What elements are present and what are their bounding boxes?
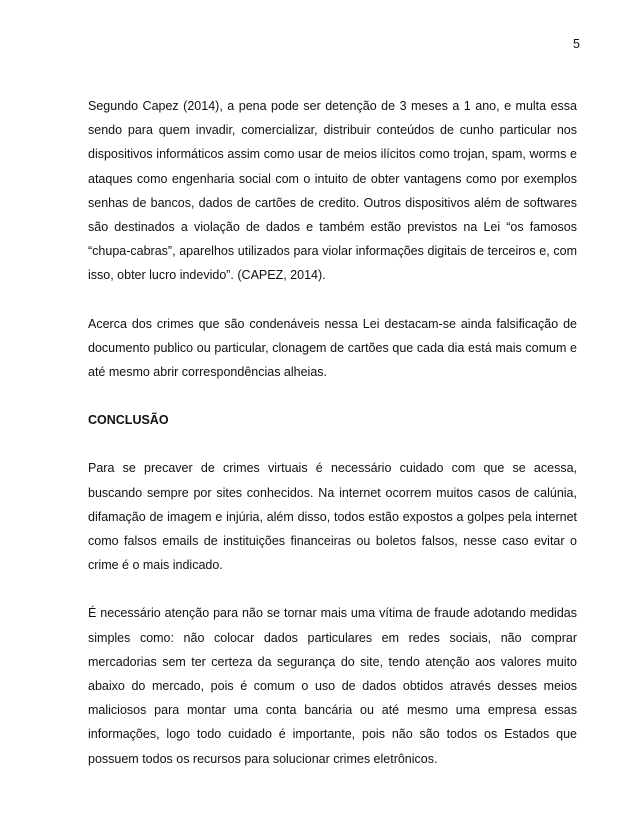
page-content — [88, 94, 577, 771]
section-heading-conclusao: CONCLUSÃO — [88, 413, 169, 428]
page-number: 5 — [573, 37, 580, 51]
conclusion-paragraph-precaver: Para se precaver de crimes virtuais é necessário cuidado com que se acessa, buscando sempre por sites conhecidos. Na internet ocorrem muitos casos de calúnia, difamação de imagem e injúria, além disso, todos estão expostos a golpes pela internet como falsos emails de instituições financeiras ou boletos falsos, nesse caso evitar o crime é o mais indicado. — [88, 461, 577, 573]
body-paragraph-capez: Segundo Capez (2014), a pena pode ser detenção de 3 meses a 1 ano, e multa essa sendo para quem invadir, comercializar, distribuir conteúdos de cunho particular nos dispositivos informáticos assim como usar de meios ilícitos como trojan, spam, worms e ataques como engenharia social com o intuito de obter vantagens como por exemplos senhas de bancos, dados de cartões de credito. Outros dispositivos além de softwares são destinados a violação de dados e também estão previstos na Lei “os famosos “chupa-cabras”, aparelhos utilizados para violar informações digitais de terceiros e, com isso, obter lucro indevido”. (CAPEZ, 2014). — [88, 99, 577, 283]
conclusion-paragraph-atencao: É necessário atenção para não se tornar mais uma vítima de fraude adotando medidas simples como: não colocar dados particulares em redes sociais, não comprar mercadorias sem ter certeza da segurança do site, tendo atenção aos valores muito abaixo do mercado, pois é comum o uso de dados obtidos através desses meios maliciosos para montar uma conta bancária ou até mesmo uma empresa essas informações, logo todo cuidado é importante, pois não são todos os Estados que possuem todos os recursos para solucionar crimes eletrônicos. — [88, 606, 577, 766]
body-paragraph-crimes: Acerca dos crimes que são condenáveis nessa Lei destacam-se ainda falsificação de documento publico ou particular, clonagem de cartões que cada dia está mais comum e até mesmo abrir correspondências alheias. — [88, 316, 577, 380]
